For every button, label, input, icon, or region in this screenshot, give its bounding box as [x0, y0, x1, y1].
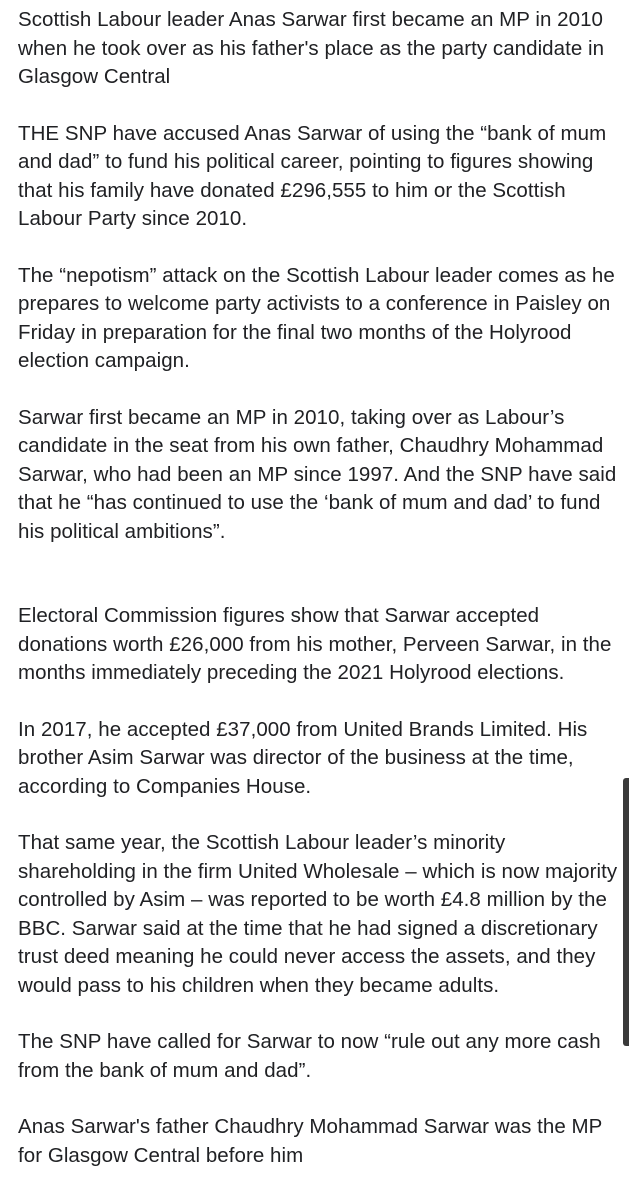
- article-paragraph: The “nepotism” attack on the Scottish Labour leader comes as he prepares to welcome party activists to a conference in Paisley on Friday in preparation for the final two months of the Holyrood election campaign.: [18, 263, 615, 372]
- scrollbar-thumb[interactable]: [623, 778, 629, 1046]
- image-caption: Anas Sarwar's father Chaudhry Mohammad Sarwar was the MP for Glasgow Central before him: [18, 1115, 602, 1167]
- article-paragraph: In 2017, he accepted £37,000 from United Brands Limited. His brother Asim Sarwar was director of the business at the time, according to Companies House.: [18, 717, 588, 798]
- image-caption: Scottish Labour leader Anas Sarwar first became an MP in 2010 when he took over as his father's place as the party candidate in Glasgow Central: [18, 8, 605, 88]
- article-body: [18, 6, 618, 1198]
- article-paragraph: THE SNP have accused Anas Sarwar of using the “bank of mum and dad” to fund his political career, pointing to figures showing that his family have donated £296,555 to him or the Scottish Labour Party since 2010.: [18, 121, 607, 230]
- article-paragraph: Electoral Commission figures show that Sarwar accepted donations worth £26,000 from his mother, Perveen Sarwar, in the months immediately preceding the 2021 Holyrood elections.: [18, 604, 612, 684]
- article-paragraph: That same year, the Scottish Labour leader’s minority shareholding in the firm United Wholesale – which is now majority controlled by Asim – was reported to be worth £4.8 million by the BBC. Sarwar said at the time that he had signed a discretionary trust deed meaning he could never access the assets, and they would pass to his children when they became adults.: [18, 831, 618, 997]
- article-paragraph: Sarwar first became an MP in 2010, taking over as Labour’s candidate in the seat from his own father, Chaudhry Mohammad Sarwar, who had been an MP since 1997. And the SNP have said that he “has continued to use the ‘bank of mum and dad’ to fund his political ambitions”.: [18, 405, 617, 543]
- article-paragraph: The SNP have called for Sarwar to now “rule out any more cash from the bank of mum and dad”.: [18, 1030, 601, 1082]
